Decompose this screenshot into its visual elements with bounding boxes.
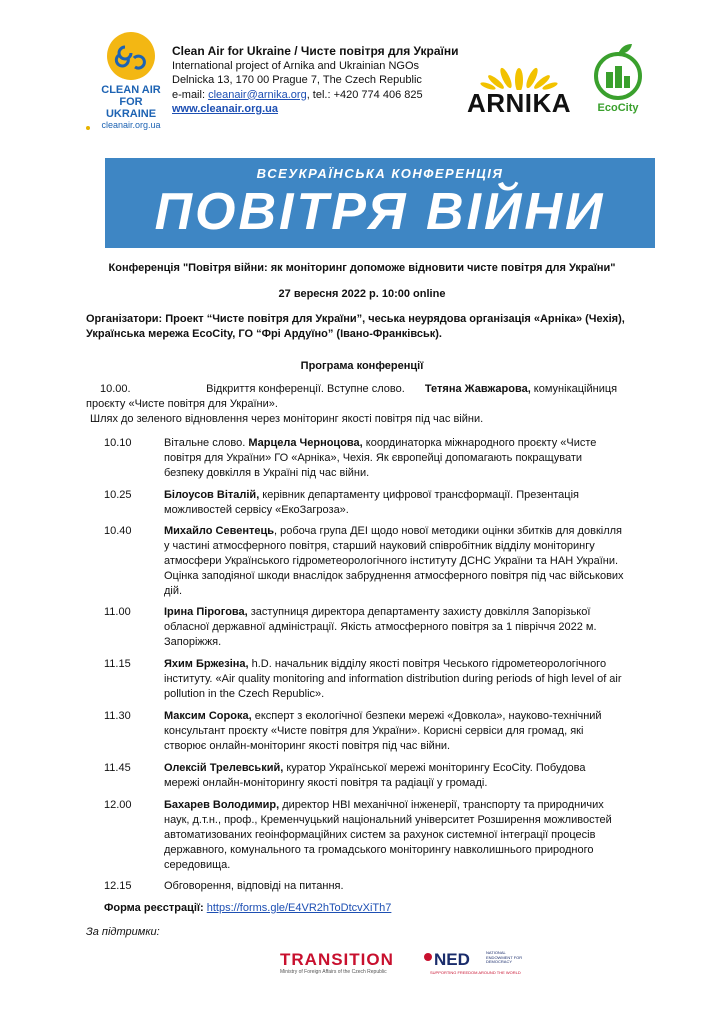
program-time: 11.30 <box>104 710 131 722</box>
ned-globe-icon <box>424 953 432 961</box>
transition-logo-sub: Ministry of Foreign Affairs of the Czech Republic <box>280 969 387 975</box>
transition-logo-text: TRANSITION <box>280 950 394 969</box>
conference-title: Конференція "Повітря війни: як моніторинг допоможе відновити чисте повітря для України" <box>108 262 616 274</box>
program-speaker: Марцела Черноцова, <box>248 437 363 449</box>
program-speaker: Михайло Севентець <box>164 525 275 537</box>
program-time: 10.25 <box>104 489 132 501</box>
email-link[interactable]: cleanair@arnika.org <box>208 88 307 101</box>
program-text: директор НВІ механічної інженерії, транспорту та природничих наук, д.т.н., проф., Кременчуцький національний університет Розширення можливостей автоматизованих геоінформаційних систем за рахунок системної інтеграції процесів державного, комунального та громадського моніторингу навколишнього природного середовища. <box>164 799 612 871</box>
support-label: За підтримки: <box>86 926 160 938</box>
program-text: h.D. начальник відділу якості повітря Чеського гідрометеорологічного інституту. «Air quality monitoring and information distribution during periods of high level of air pollution in the Czech Republic». <box>164 658 622 700</box>
program-time: 10.10 <box>104 437 132 449</box>
ned-logo-side: NATIONAL ENDOWMENT FOR DEMOCRACY <box>486 950 523 964</box>
triskelion-icon <box>107 32 155 80</box>
cafu-logo-name: CLEAN AIR FOR UKRAINE <box>101 84 161 120</box>
decorative-dot <box>86 126 90 130</box>
program-text: координаторка міжнародного проєкту «Чисте повітря для України» ГО «Арніка», Чехія. Як європейці допомагають покращувати безпеку довкілля в Україні під час війни. <box>164 437 597 479</box>
program-text: , робоча група ДЕІ щодо нової методики оцінки збитків для довкілля у частині атмосферного повітря, старший науковий співробітник відділу моніторингу атмосфери Українського гідрометеорологічного інституту ДСНС України та НАН України. Оцінка заподіяної шкоди внаслідок забруднення атмосферного повітря під час військових дій. <box>164 525 624 597</box>
conference-banner <box>105 158 655 248</box>
program-speaker: Ірина Пірогова, <box>164 606 248 618</box>
banner-subtitle: ВСЕУКРАЇНСЬКА КОНФЕРЕНЦІЯ <box>256 166 504 181</box>
program-text: експерт з екологічної безпеки мережі «Довкола», науково-технічний консультант проєкту «Чисте повітря для України». Корисні сервіси для громад, які створює онлайн-моніторинг якості повітря під час війни. <box>164 710 602 752</box>
program-speaker: Максим Сорока, <box>164 710 252 722</box>
program-text: куратор Української мережі моніторингу EcoCity. Побудова мережі онлайн-моніторингу якості повітря та радіації у громаді. <box>164 762 586 789</box>
program-pre: Вітальне слово. <box>164 437 249 449</box>
program-time: 10.40 <box>104 525 132 537</box>
banner-title: ПОВІТРЯ ВІЙНИ <box>154 183 606 241</box>
program-speaker: Білоусов Віталій, <box>164 489 260 501</box>
program-time: 11.15 <box>104 658 131 670</box>
website-link[interactable]: www.cleanair.org.ua <box>172 103 278 115</box>
cafu-logo-url: cleanair.org.ua <box>101 120 161 130</box>
registration-label: Форма реєстрації: <box>104 902 204 914</box>
ecocity-apple-icon <box>588 42 648 102</box>
ecocity-logo <box>588 42 648 120</box>
ecocity-logo-text: EcoCity <box>597 102 639 114</box>
arnika-flower-icon <box>466 50 572 90</box>
program-time: 11.45 <box>104 762 131 774</box>
ned-logo-text: NED <box>434 950 470 969</box>
arnika-logo-text: ARNIKA <box>466 88 572 118</box>
program-text: заступниця директора департаменту захисту довкілля Запорізької обласної державної адміністрації. Якість атмосферного повітря за 1 півріччя 2022 м. Запоріжжя. <box>164 606 597 648</box>
org-address: Delnicka 13, 170 00 Prague 7, The Czech Republic <box>172 74 422 86</box>
ned-logo-tag: SUPPORTING FREEDOM AROUND THE WORLD <box>430 970 521 975</box>
ned-logo <box>424 950 524 978</box>
conference-date: 27 вересня 2022 р. 10:00 online <box>278 288 446 300</box>
tel-text: , tel.: +420 774 406 825 <box>306 88 423 101</box>
intro-line <box>86 382 646 412</box>
arnika-logo <box>466 50 572 120</box>
program-speaker: Яхим Бржезіна, <box>164 658 249 670</box>
program-time: 12.15 <box>104 880 132 892</box>
intro-speaker: Тетяна Жавжарова, <box>424 383 531 395</box>
program-speaker: Олексій Трелевський, <box>164 762 284 774</box>
intro-text: Відкриття конференції. Вступне слово. <box>206 383 405 395</box>
org-project: International project of Arnika and Ukrainian NGOs <box>172 59 420 72</box>
org-title: Clean Air for Ukraine / Чисте повітря для України <box>172 44 459 58</box>
organizers: Організатори: Проект “Чисте повітря для України”, чеська неурядова організація «Арніка» (Чехія), Українська мережа EcoCity, ГО “Фрі Ардуїно” (Івано-Франківськ). <box>86 313 625 340</box>
clean-air-logo <box>94 32 168 130</box>
intro-role: комунікаційниця проєкту «Чисте повітря для України». <box>86 383 618 410</box>
email-label: e-mail: <box>172 88 206 101</box>
program-speaker: Бахарев Володимир, <box>164 799 280 811</box>
program-time: 12.00 <box>104 799 132 811</box>
org-email-line <box>172 88 459 103</box>
intro-line-2: Шлях до зеленого відновлення через моніторинг якості повітря під час війни. <box>90 413 484 425</box>
registration-link[interactable]: https://forms.gle/E4VR2hToDtcvXiTh7 <box>206 902 392 914</box>
intro-time: 10.00. <box>100 383 131 395</box>
contact-block <box>172 44 459 117</box>
program-pre: Обговорення, відповіді на питання. <box>164 880 344 892</box>
registration-line <box>104 902 391 914</box>
transition-logo <box>280 950 404 978</box>
program-text: керівник департаменту цифрової трансформації. Презентація можливостей сервісу «ЕкоЗагроза». <box>164 489 579 516</box>
program-time: 11.00 <box>104 606 131 618</box>
program-title: Програма конференції <box>300 360 424 372</box>
